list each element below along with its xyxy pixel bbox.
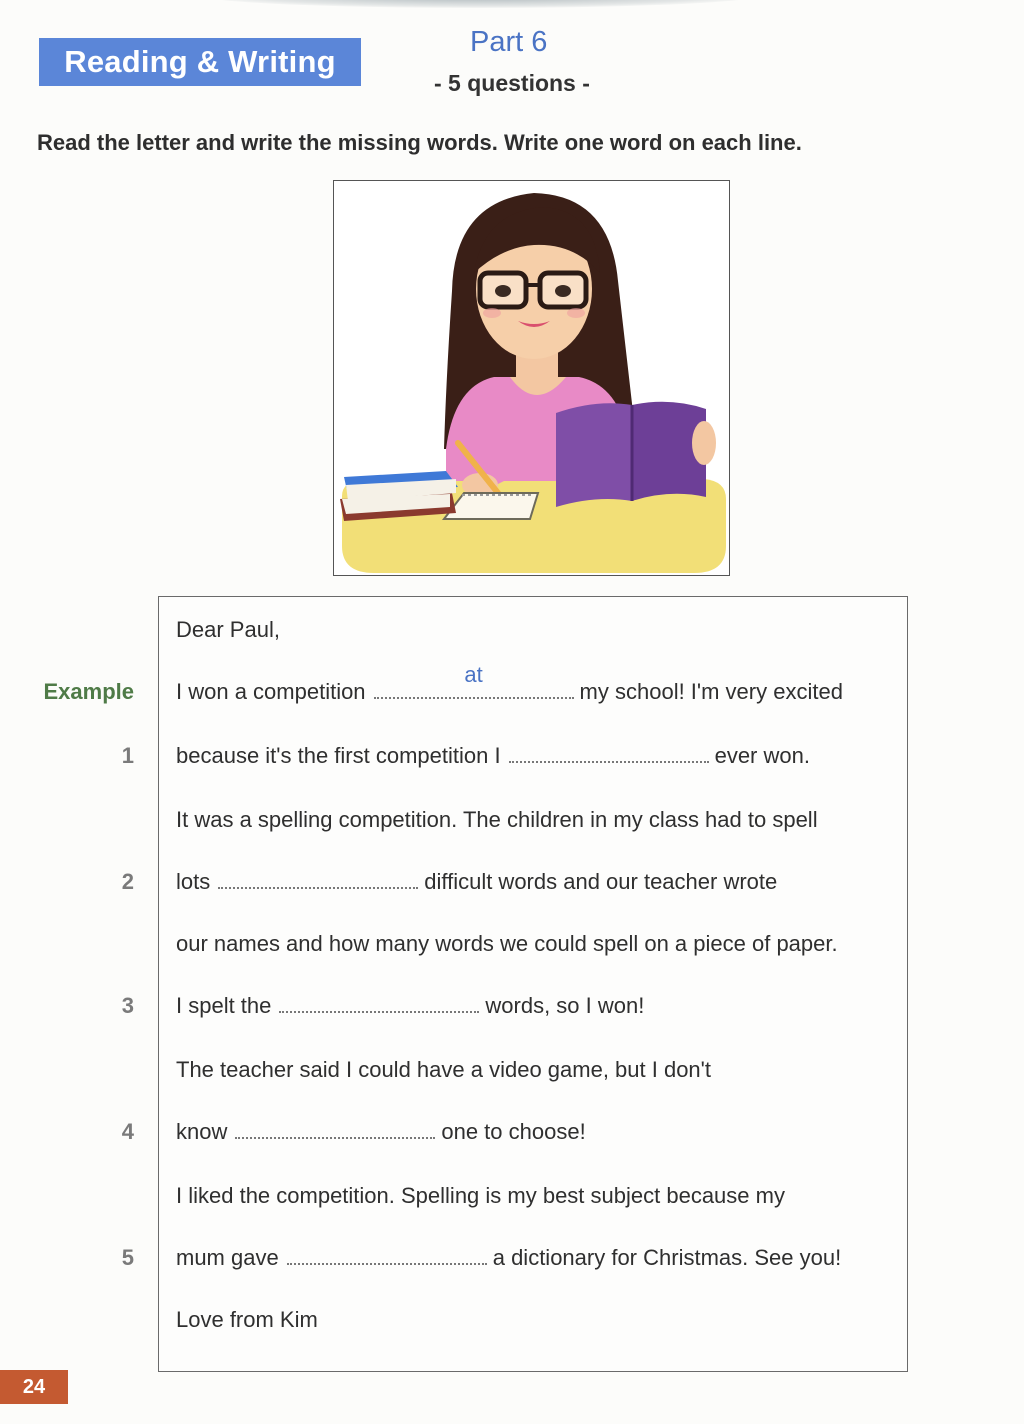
question-3-text-after: words, so I won!	[485, 993, 645, 1018]
question-3-line	[176, 986, 644, 1026]
girl-reading-illustration	[333, 180, 730, 576]
page-top-shadow	[200, 0, 760, 8]
instructions: Read the letter and write the missing words. Write one word on each line.	[37, 130, 802, 155]
letter-greeting: Dear Paul,	[176, 617, 280, 642]
question-1-text-before: because it's the first competition I	[176, 743, 501, 768]
letter-line-row	[0, 924, 1024, 964]
question-1-row	[0, 736, 1024, 776]
question-4-text-before: know	[176, 1119, 228, 1144]
question-4-blank[interactable]	[235, 1115, 435, 1139]
question-2-row	[0, 862, 1024, 902]
question-3-blank[interactable]	[279, 989, 479, 1013]
letter-closing-row	[0, 1300, 1024, 1340]
question-5-text-after: a dictionary for Christmas. See you!	[492, 1245, 842, 1270]
question-4-text-after: one to choose!	[441, 1119, 586, 1144]
question-5-line	[176, 1238, 841, 1278]
letter-line-liked: I liked the competition. Spelling is my best subject because my	[176, 1183, 785, 1208]
question-3-number: 3	[121, 993, 134, 1018]
question-5-text-before: mum gave	[176, 1245, 279, 1270]
letter-line-spelling: It was a spelling competition. The children in my class had to spell	[176, 807, 818, 832]
question-2-line	[176, 862, 777, 902]
question-1-text-after: ever won.	[714, 743, 810, 768]
example-label: Example	[43, 679, 134, 704]
question-3-text-before: I spelt the	[176, 993, 272, 1018]
question-2-blank[interactable]	[218, 865, 418, 889]
question-3-row	[0, 986, 1024, 1026]
question-1-line	[176, 736, 810, 776]
question-5-number: 5	[121, 1245, 134, 1270]
question-4-line	[176, 1112, 586, 1152]
question-4-number: 4	[121, 1119, 134, 1144]
letter-line-row	[0, 1050, 1024, 1090]
example-answer: at	[464, 662, 483, 687]
example-line	[176, 662, 843, 712]
question-2-text-before: lots	[176, 869, 211, 894]
part-title: Part 6	[470, 26, 548, 58]
question-1-number: 1	[121, 743, 134, 768]
letter-line-teacher: The teacher said I could have a video game, but I don't	[176, 1057, 711, 1082]
section-badge: Reading & Writing	[39, 38, 361, 86]
question-count: - 5 questions -	[434, 70, 590, 96]
example-row	[0, 662, 1024, 712]
question-2-number: 2	[121, 869, 134, 894]
letter-line-row	[0, 1176, 1024, 1216]
question-4-row	[0, 1112, 1024, 1152]
example-text-after: my school! I'm very excited	[579, 679, 843, 704]
question-5-row	[0, 1238, 1024, 1278]
page-number: 24	[0, 1370, 68, 1404]
letter-line-names: our names and how many words we could spell on a piece of paper.	[176, 931, 838, 956]
question-1-blank[interactable]	[509, 739, 709, 763]
letter-line-row	[0, 800, 1024, 840]
letter-closing: Love from Kim	[176, 1307, 318, 1332]
question-2-text-after: difficult words and our teacher wrote	[424, 869, 778, 894]
letter-greeting-row	[0, 610, 1024, 650]
question-5-blank[interactable]	[287, 1241, 487, 1265]
example-answer-blank	[374, 662, 574, 699]
example-text-before: I won a competition	[176, 679, 366, 704]
